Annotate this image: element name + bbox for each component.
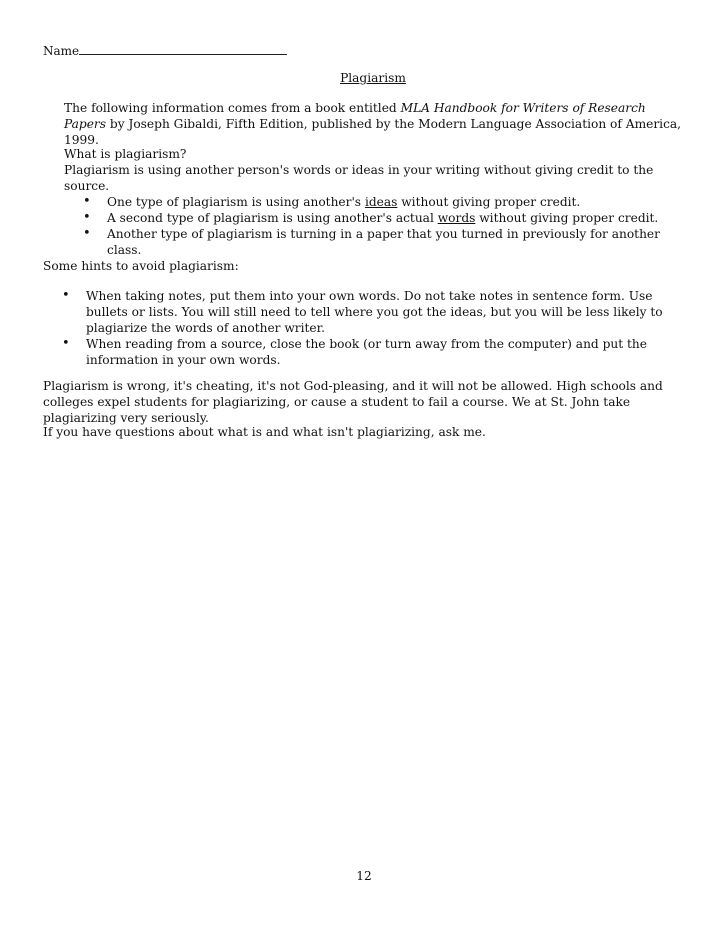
emphasis-ideas: ideas	[364, 195, 398, 209]
list-item: • When reading from a source, close the book (or turn away from the computer) and put the information in your own words.	[62, 336, 677, 368]
definition-section	[64, 146, 684, 194]
intro-text-after: by Joseph Gibaldi, Fifth Edition, published by the Modern Language Association of America, 1999.	[64, 117, 682, 147]
intro-paragraph	[64, 100, 684, 148]
list-item: • A second type of plagiarism is using another's actual words without giving proper credit.	[83, 210, 683, 226]
book-title: MLA Handbook for Writers of Research Papers	[64, 101, 646, 131]
questions-paragraph: If you have questions about what is and what isn't plagiarizing, ask me.	[43, 425, 486, 439]
list-item: • When taking notes, put them into your own words. Do not take notes in sentence form. Use bullets or lists. You will still need to tell where you got the ideas, but you will be less likely to plagiarize the words of another writer.	[62, 288, 677, 336]
hints-list	[62, 288, 677, 368]
name-field	[43, 42, 287, 59]
name-label: Name	[43, 44, 80, 58]
definition-question: What is plagiarism?	[64, 147, 187, 161]
list-item: • Another type of plagiarism is turning in a paper that you turned in previously for another class.	[83, 226, 683, 258]
definition-answer: Plagiarism is using another person's words or ideas in your writing without giving credit to the source.	[64, 163, 654, 193]
list-item: • One type of plagiarism is using another's ideas without giving proper credit.	[83, 194, 683, 210]
closing-paragraph: Plagiarism is wrong, it's cheating, it's not God-pleasing, and it will not be allowed. High schools and colleges expel students for plagiarizing, or cause a student to fail a course. We at St. John take plagiarizing very seriously.	[43, 379, 663, 425]
hints-heading: Some hints to avoid plagiarism:	[43, 259, 239, 273]
emphasis-words: words	[437, 211, 476, 225]
intro-text-before: The following information comes from a book entitled	[64, 101, 401, 115]
page-title: Plagiarism	[340, 71, 406, 85]
name-blank-line	[79, 42, 287, 55]
plagiarism-types-list	[83, 194, 683, 258]
page-number: 12	[356, 869, 372, 883]
